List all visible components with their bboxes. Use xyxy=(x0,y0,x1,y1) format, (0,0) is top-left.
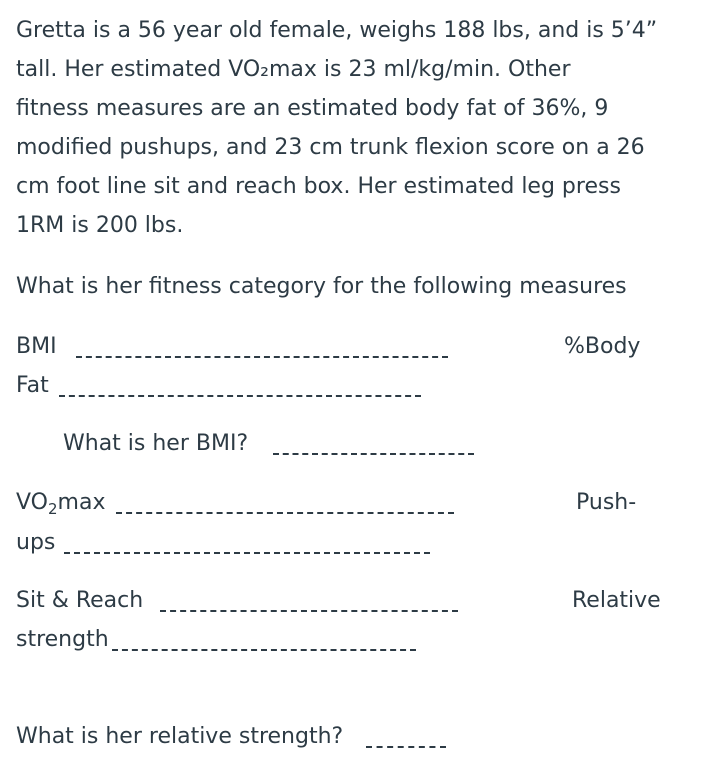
question-heading: What is her fitness category for the following measures xyxy=(16,274,627,299)
relative-strength-category-blank[interactable] xyxy=(112,649,416,651)
vo2max-category-blank[interactable] xyxy=(116,512,454,514)
pushups-category-blank[interactable] xyxy=(64,552,430,554)
scenario-line: Gretta is a 56 year old female, weighs 188 lbs, and is 5’4” xyxy=(16,18,658,43)
bmi-category-blank[interactable] xyxy=(76,356,448,358)
bmi-value-blank[interactable] xyxy=(273,453,474,455)
scenario-line: modified pushups, and 23 cm trunk flexion score on a 26 xyxy=(16,135,645,160)
sit-reach-label: Sit & Reach xyxy=(16,588,144,613)
pushups-label-part2: ups xyxy=(16,530,56,555)
bmi-label: BMI xyxy=(16,334,57,359)
pushups-label-part1: Push- xyxy=(576,490,637,515)
relative-strength-label-part1: Relative xyxy=(572,588,661,613)
vo2max-label: $VO_2\max$ xyxy=(16,490,106,518)
scenario-line: fitness measures are an estimated body fat of 36%, 9 xyxy=(16,96,609,121)
relative-strength-label-part2: strength xyxy=(16,627,109,652)
sit-reach-category-blank[interactable] xyxy=(160,610,458,612)
body-fat-category-blank[interactable] xyxy=(59,395,421,397)
relative-strength-value-blank[interactable] xyxy=(366,746,446,748)
scenario-line: cm foot line sit and reach box. Her estimated leg press xyxy=(16,174,621,199)
body-fat-label-part1: %Body xyxy=(564,334,641,359)
scenario-paragraph xyxy=(16,18,696,252)
scenario-line: tall. Her estimated VO₂max is 23 ml/kg/min. Other xyxy=(16,57,571,82)
relative-strength-question: What is her relative strength? xyxy=(16,724,344,749)
bmi-question: What is her BMI? xyxy=(63,431,249,456)
scenario-line: 1RM is 200 lbs. xyxy=(16,213,184,238)
body-fat-label-part2: Fat xyxy=(16,373,49,398)
